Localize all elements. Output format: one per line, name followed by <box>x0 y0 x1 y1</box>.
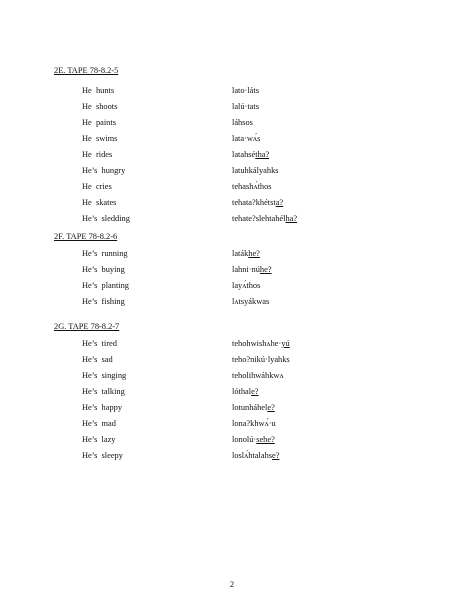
mohawk-form: layʌ́thos <box>232 281 261 290</box>
vocab-row <box>0 339 464 351</box>
english-gloss: He paints <box>82 118 116 127</box>
underlined-segment: e? <box>251 387 259 396</box>
mohawk-form: latákhe? <box>232 249 260 258</box>
mohawk-form: tehohwishʌhe·yú <box>232 339 290 348</box>
english-gloss: He’s tired <box>82 339 117 348</box>
mohawk-form: láhsos <box>232 118 253 127</box>
mohawk-form: lonolú·sehe? <box>232 435 275 444</box>
vocab-row <box>0 355 464 367</box>
vocab-row <box>0 150 464 162</box>
mohawk-form: teholihwáhkwʌ <box>232 371 284 380</box>
vocab-row <box>0 86 464 98</box>
english-gloss: He’s sleepy <box>82 451 123 460</box>
mohawk-form: tehate?slehtahélha? <box>232 214 298 223</box>
english-gloss: He’s lazy <box>82 435 116 444</box>
underlined-segment: he? <box>248 249 260 258</box>
mohawk-form: lato·láts <box>232 86 259 95</box>
english-gloss: He’s fishing <box>82 297 125 306</box>
mohawk-form: lóthale? <box>232 387 259 396</box>
vocab-row <box>0 281 464 293</box>
vocab-row <box>0 182 464 194</box>
underlined-segment: e? <box>267 403 275 412</box>
english-gloss: He skates <box>82 198 117 207</box>
mohawk-form: lahni·núhe? <box>232 265 272 274</box>
underlined-segment: e? <box>272 451 280 460</box>
mohawk-form: latuhkályahks <box>232 166 279 175</box>
vocab-row <box>0 419 464 431</box>
section-heading: 2F. TAPE 78-8.2-6 <box>54 232 118 241</box>
vocab-row <box>0 198 464 210</box>
vocab-row <box>0 435 464 447</box>
english-gloss: He’s buying <box>82 265 125 274</box>
vocab-row <box>0 265 464 277</box>
mohawk-form: loslʌ́htalahse? <box>232 451 280 460</box>
mohawk-form: lʌtsyákwas <box>232 297 270 306</box>
vocab-row <box>0 102 464 114</box>
english-gloss: He cries <box>82 182 112 191</box>
english-gloss: He’s sledding <box>82 214 130 223</box>
vocab-row <box>0 166 464 178</box>
mohawk-form: teho?nikú·lyahks <box>232 355 290 364</box>
section-heading: 2G. TAPE 78-8.2-7 <box>54 322 120 331</box>
underlined-segment: ha? <box>285 214 298 223</box>
english-gloss: He’s happy <box>82 403 123 412</box>
english-gloss: He’s hungry <box>82 166 126 175</box>
english-gloss: He’s running <box>82 249 128 258</box>
underlined-segment: sehe? <box>256 435 275 444</box>
english-gloss: He’s sad <box>82 355 113 364</box>
underlined-segment: a? <box>275 198 284 207</box>
vocab-row <box>0 371 464 383</box>
english-gloss: He swims <box>82 134 118 143</box>
english-gloss: He’s singing <box>82 371 127 380</box>
vocab-row <box>0 118 464 130</box>
english-gloss: He’s talking <box>82 387 125 396</box>
mohawk-form: lona?khwʌ́·u <box>232 419 276 428</box>
underlined-segment: yú <box>281 339 290 348</box>
english-gloss: He rides <box>82 150 113 159</box>
mohawk-form: tehata?khétsta? <box>232 198 284 207</box>
underlined-segment: he? <box>259 265 272 274</box>
english-gloss: He’s planting <box>82 281 129 290</box>
mohawk-form: lata·wʌ́s <box>232 134 261 143</box>
mohawk-form: tehashʌ́thos <box>232 182 272 191</box>
vocab-row <box>0 297 464 309</box>
vocab-row <box>0 387 464 399</box>
vocab-row <box>0 249 464 261</box>
page-number: 2 <box>229 580 235 589</box>
section-heading: 2E. TAPE 78-8.2-5 <box>54 66 119 75</box>
mohawk-form: lalú·tats <box>232 102 259 111</box>
vocab-row <box>0 134 464 146</box>
mohawk-form: lotunháhele? <box>232 403 275 412</box>
underlined-segment: tha? <box>255 150 270 159</box>
vocab-row <box>0 403 464 415</box>
vocab-row <box>0 451 464 463</box>
mohawk-form: latahsétha? <box>232 150 270 159</box>
english-gloss: He shoots <box>82 102 118 111</box>
english-gloss: He’s mad <box>82 419 116 428</box>
english-gloss: He hunts <box>82 86 115 95</box>
vocab-row <box>0 214 464 226</box>
